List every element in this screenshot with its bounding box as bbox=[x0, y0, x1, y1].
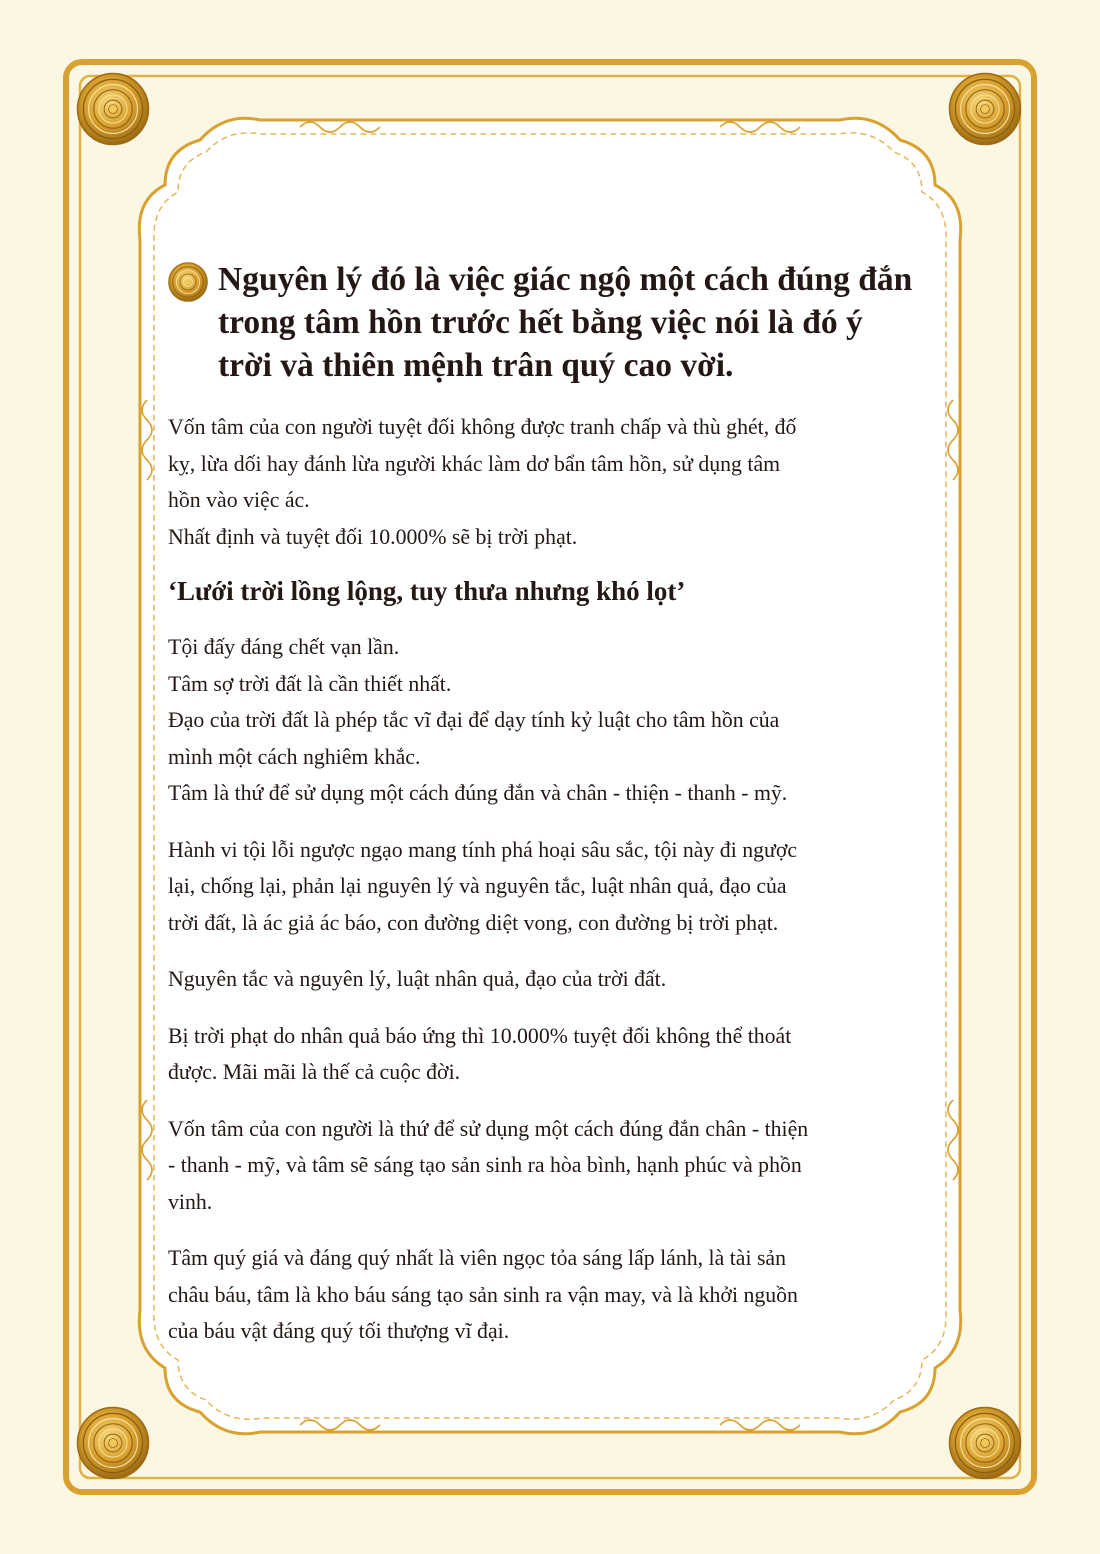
text-line: mình một cách nghiêm khắc. bbox=[168, 744, 421, 769]
gold-medallion-icon bbox=[168, 262, 208, 302]
text-line: Vốn tâm của con người là thứ để sử dụng một cách đúng đắn chân - thiện bbox=[168, 1116, 809, 1141]
text-line: Đạo của trời đất là phép tắc vĩ đại để dạy tính kỷ luật cho tâm hồn của bbox=[168, 708, 780, 732]
paragraph bbox=[168, 629, 943, 812]
heading-line: Nguyên lý đó là việc giác ngộ một cách đúng đắn bbox=[218, 261, 913, 298]
paragraph bbox=[168, 1240, 943, 1350]
proverb-subheading: ‘Lưới trời lồng lộng, tuy thưa nhưng khó lọt’ bbox=[168, 576, 686, 606]
text-line: kỵ, lừa dối hay đánh lừa người khác làm dơ bẩn tâm hồn, sử dụng tâm bbox=[168, 451, 781, 476]
paragraph bbox=[168, 1018, 943, 1091]
text-line: Tội đấy đáng chết vạn lần. bbox=[168, 635, 400, 659]
heading-line: trời và thiên mệnh trân quý cao vời. bbox=[218, 347, 734, 384]
page-heading bbox=[168, 258, 943, 387]
text-line: Bị trời phạt do nhân quả báo ứng thì 10.000% tuyệt đối không thể thoát bbox=[168, 1023, 792, 1048]
paragraph bbox=[168, 1111, 943, 1221]
paragraph bbox=[168, 961, 943, 998]
text-line: Hành vi tội lỗi ngược ngạo mang tính phá hoại sâu sắc, tội này đi ngược bbox=[168, 837, 798, 862]
text-line: được. Mãi mãi là thế cả cuộc đời. bbox=[168, 1060, 461, 1084]
text-line: lại, chống lại, phản lại nguyên lý và nguyên tắc, luật nhân quả, đạo của bbox=[168, 874, 787, 898]
text-line: Nguyên tắc và nguyên lý, luật nhân quả, đạo của trời đất. bbox=[168, 967, 667, 991]
text-line: châu báu, tâm là kho báu sáng tạo sản sinh ra vận may, và là khởi nguồn bbox=[168, 1282, 798, 1307]
text-line: Tâm là thứ để sử dụng một cách đúng đắn và chân - thiện - thanh - mỹ. bbox=[168, 781, 788, 805]
heading-line: trong tâm hồn trước hết bằng việc nói là đó ý bbox=[218, 304, 863, 341]
text-line: trời đất, là ác giả ác báo, con đường diệt vong, con đường bị trời phạt. bbox=[168, 910, 779, 935]
document-body bbox=[168, 258, 943, 1350]
text-line: vinh. bbox=[168, 1189, 213, 1214]
text-line: của báu vật đáng quý tối thượng vĩ đại. bbox=[168, 1319, 510, 1343]
text-line: - thanh - mỹ, và tâm sẽ sáng tạo sản sinh ra hòa bình, hạnh phúc và phồn bbox=[168, 1153, 802, 1177]
text-line: Vốn tâm của con người tuyệt đối không được tranh chấp và thù ghét, đố bbox=[168, 415, 797, 439]
paragraph bbox=[168, 832, 943, 942]
intro-paragraph bbox=[168, 409, 943, 555]
text-line: Tâm sợ trời đất là cần thiết nhất. bbox=[168, 671, 452, 696]
text-line: hồn vào việc ác. bbox=[168, 488, 310, 512]
text-line: Nhất định và tuyệt đối 10.000% sẽ bị trời phạt. bbox=[168, 524, 578, 549]
text-line: Tâm quý giá và đáng quý nhất là viên ngọc tỏa sáng lấp lánh, là tài sản bbox=[168, 1246, 787, 1270]
